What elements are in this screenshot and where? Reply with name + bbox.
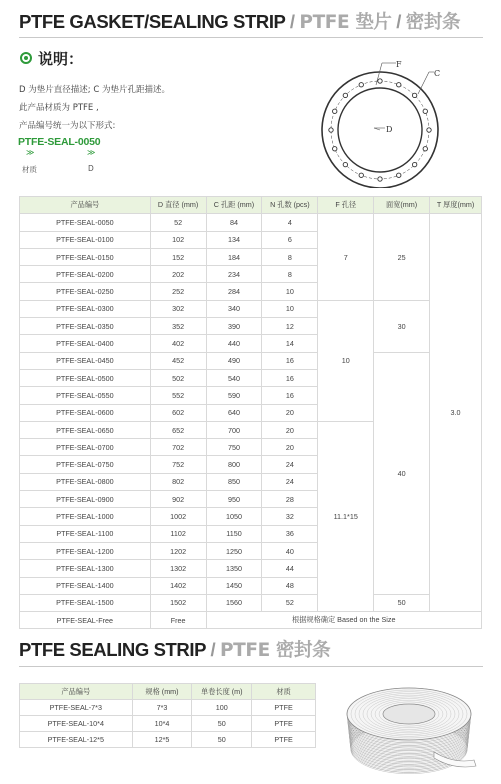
cell-c: 540 bbox=[206, 369, 262, 386]
cell-n: 6 bbox=[262, 231, 318, 248]
cell-c: 590 bbox=[206, 387, 262, 404]
title2-cn: PTFE 密封条 bbox=[219, 640, 331, 661]
cell-code: PTFE-SEAL-0300 bbox=[20, 300, 151, 317]
cell-f: 11.1*15 bbox=[318, 421, 374, 611]
cell-d: 702 bbox=[150, 439, 206, 456]
table-row bbox=[20, 612, 482, 629]
cell-d: 1302 bbox=[150, 560, 206, 577]
cell-spec: 12*5 bbox=[132, 732, 192, 748]
title-divider bbox=[19, 37, 483, 38]
cell-c: 1150 bbox=[206, 525, 262, 542]
cell-n: 16 bbox=[262, 352, 318, 369]
cell-code: PTFE-SEAL-0900 bbox=[20, 491, 151, 508]
diagram-label-d: D bbox=[386, 125, 393, 134]
cell-d: 1502 bbox=[150, 594, 206, 611]
cell-code: PTFE-SEAL-1100 bbox=[20, 525, 151, 542]
title-en: PTFE GASKET/SEALING STRIP bbox=[19, 11, 286, 32]
diagram-label-c: C bbox=[434, 69, 441, 78]
cell-code: PTFE-SEAL-1200 bbox=[20, 542, 151, 559]
cell-code: PTFE-SEAL-7*3 bbox=[20, 700, 133, 716]
chevron-down-icon: ≫ bbox=[26, 148, 35, 157]
bolt-hole bbox=[333, 147, 337, 151]
table-header-row bbox=[20, 197, 482, 214]
gasket-diagram bbox=[312, 58, 462, 188]
cell-c: 850 bbox=[206, 473, 262, 490]
cell-n: 8 bbox=[262, 266, 318, 283]
th-code: 产品编号 bbox=[20, 197, 151, 214]
bolt-hole bbox=[412, 93, 416, 97]
cell-d: 452 bbox=[150, 352, 206, 369]
table-row bbox=[20, 594, 482, 611]
cell-n: 14 bbox=[262, 335, 318, 352]
cell-c: 1250 bbox=[206, 542, 262, 559]
cell-length: 50 bbox=[192, 732, 252, 748]
cell-d: 1002 bbox=[150, 508, 206, 525]
cell-d: 602 bbox=[150, 404, 206, 421]
sealing-strip-reel-image bbox=[334, 674, 484, 784]
th-code: 产品编号 bbox=[20, 684, 133, 700]
bolt-hole bbox=[378, 79, 382, 83]
cell-note: 根据规格确定 Based on the Size bbox=[206, 612, 481, 629]
cell-code: PTFE-SEAL-0250 bbox=[20, 283, 151, 300]
th-d: D 直径 (mm) bbox=[150, 197, 206, 214]
cell-c: 440 bbox=[206, 335, 262, 352]
cell-code: PTFE-SEAL-1300 bbox=[20, 560, 151, 577]
title-cn-1: PTFE 垫片 bbox=[299, 12, 392, 33]
table-row bbox=[20, 732, 316, 748]
cell-length: 50 bbox=[192, 716, 252, 732]
cell-d: 802 bbox=[150, 473, 206, 490]
cell-c: 184 bbox=[206, 248, 262, 265]
th-width: 面宽(mm) bbox=[374, 197, 430, 214]
cell-d: 1402 bbox=[150, 577, 206, 594]
cell-d: 1102 bbox=[150, 525, 206, 542]
cell-code: PTFE-SEAL-0050 bbox=[20, 214, 151, 231]
cell-n: 16 bbox=[262, 369, 318, 386]
cell-code: PTFE-SEAL-0350 bbox=[20, 318, 151, 335]
cell-d: 1202 bbox=[150, 542, 206, 559]
cell-c: 490 bbox=[206, 352, 262, 369]
cell-n: 10 bbox=[262, 283, 318, 300]
th-c: C 孔距 (mm) bbox=[206, 197, 262, 214]
cell-spec: 7*3 bbox=[132, 700, 192, 716]
cell-c: 284 bbox=[206, 283, 262, 300]
page-title bbox=[19, 8, 460, 34]
cell-n: 36 bbox=[262, 525, 318, 542]
cell-n: 52 bbox=[262, 594, 318, 611]
table-row bbox=[20, 352, 482, 369]
cell-code: PTFE-SEAL-10*4 bbox=[20, 716, 133, 732]
cell-c: 1560 bbox=[206, 594, 262, 611]
cell-n: 12 bbox=[262, 318, 318, 335]
bolt-hole bbox=[423, 109, 427, 113]
diagram-label-f: F bbox=[396, 60, 402, 69]
bolt-hole bbox=[397, 173, 401, 177]
cell-code: PTFE-SEAL-0100 bbox=[20, 231, 151, 248]
cell-width: 30 bbox=[374, 300, 430, 352]
cell-code: PTFE-SEAL-0550 bbox=[20, 387, 151, 404]
cell-width: 40 bbox=[374, 352, 430, 594]
cell-length: 100 bbox=[192, 700, 252, 716]
cell-n: 24 bbox=[262, 456, 318, 473]
cell-d: 52 bbox=[150, 214, 206, 231]
cell-n: 20 bbox=[262, 404, 318, 421]
cell-c: 234 bbox=[206, 266, 262, 283]
cell-d: 152 bbox=[150, 248, 206, 265]
label-material: 材质 bbox=[22, 165, 37, 174]
cell-width: 50 bbox=[374, 594, 430, 611]
cell-material: PTFE bbox=[252, 732, 316, 748]
cell-c: 1450 bbox=[206, 577, 262, 594]
bolt-hole bbox=[329, 128, 333, 132]
cell-d: 352 bbox=[150, 318, 206, 335]
cell-code: PTFE-SEAL-12*5 bbox=[20, 732, 133, 748]
cell-n: 20 bbox=[262, 439, 318, 456]
label-d: D bbox=[88, 164, 94, 173]
cell-n: 40 bbox=[262, 542, 318, 559]
cell-d: 402 bbox=[150, 335, 206, 352]
cell-c: 84 bbox=[206, 214, 262, 231]
bolt-hole bbox=[397, 83, 401, 87]
cell-d: 302 bbox=[150, 300, 206, 317]
table-row bbox=[20, 716, 316, 732]
cell-code: PTFE-SEAL-0150 bbox=[20, 248, 151, 265]
desc-line-1: D 为垫片直径描述; C 为垫片孔距描述。 bbox=[19, 85, 170, 95]
cell-thickness: 3.0 bbox=[430, 214, 482, 612]
th-f: F 孔径 bbox=[318, 197, 374, 214]
cell-spec: 10*4 bbox=[132, 716, 192, 732]
table-row bbox=[20, 214, 482, 231]
gasket-table bbox=[19, 196, 482, 629]
cell-d: 252 bbox=[150, 283, 206, 300]
cell-width: 25 bbox=[374, 214, 430, 300]
title2-en: PTFE SEALING STRIP bbox=[19, 639, 206, 660]
cell-code: PTFE-SEAL-0500 bbox=[20, 369, 151, 386]
cell-f: 7 bbox=[318, 214, 374, 300]
cell-c: 1350 bbox=[206, 560, 262, 577]
cell-c: 134 bbox=[206, 231, 262, 248]
th-length: 单卷长度 (m) bbox=[192, 684, 252, 700]
code-example: PTFE-SEAL-0050 bbox=[18, 136, 101, 148]
section2-title bbox=[19, 636, 330, 662]
cell-code: PTFE-SEAL-0600 bbox=[20, 404, 151, 421]
cell-d: 102 bbox=[150, 231, 206, 248]
bolt-hole bbox=[412, 162, 416, 166]
cell-d: 202 bbox=[150, 266, 206, 283]
th-n: N 孔数 (pcs) bbox=[262, 197, 318, 214]
cell-code: PTFE-SEAL-0450 bbox=[20, 352, 151, 369]
cell-code: PTFE-SEAL-0700 bbox=[20, 439, 151, 456]
cell-n: 24 bbox=[262, 473, 318, 490]
strip-table bbox=[19, 683, 316, 748]
table-row bbox=[20, 700, 316, 716]
chevron-down-icon: ≫ bbox=[87, 148, 96, 157]
title-sep: / bbox=[289, 11, 295, 32]
cell-d: 902 bbox=[150, 491, 206, 508]
cell-code: PTFE-SEAL-0200 bbox=[20, 266, 151, 283]
cell-n: 4 bbox=[262, 214, 318, 231]
title2-sep: / bbox=[210, 639, 216, 660]
cell-c: 950 bbox=[206, 491, 262, 508]
cell-c: 340 bbox=[206, 300, 262, 317]
cell-f: 10 bbox=[318, 300, 374, 421]
cell-n: 10 bbox=[262, 300, 318, 317]
desc-line-3: 产品编号统一为以下形式: bbox=[19, 121, 116, 131]
cell-material: PTFE bbox=[252, 716, 316, 732]
cell-material: PTFE bbox=[252, 700, 316, 716]
bolt-hole bbox=[343, 93, 347, 97]
cell-d: 552 bbox=[150, 387, 206, 404]
cell-code: PTFE-SEAL-0650 bbox=[20, 421, 151, 438]
desc-line-2: 此产品材质为 PTFE , bbox=[19, 103, 99, 113]
cell-code: PTFE-SEAL-0800 bbox=[20, 473, 151, 490]
cell-code: PTFE-SEAL-1000 bbox=[20, 508, 151, 525]
reel-core bbox=[383, 704, 435, 724]
cell-code: PTFE-SEAL-1500 bbox=[20, 594, 151, 611]
cell-d: 502 bbox=[150, 369, 206, 386]
section-title: 说明： bbox=[38, 50, 84, 68]
th-spec: 规格 (mm) bbox=[132, 684, 192, 700]
cell-n: 44 bbox=[262, 560, 318, 577]
cell-c: 1050 bbox=[206, 508, 262, 525]
cell-code: PTFE-SEAL-1400 bbox=[20, 577, 151, 594]
bolt-hole bbox=[333, 109, 337, 113]
title2-divider bbox=[19, 666, 483, 667]
bullet-circle-icon bbox=[20, 52, 32, 64]
cell-n: 32 bbox=[262, 508, 318, 525]
cell-d: 652 bbox=[150, 421, 206, 438]
cell-code: PTFE-SEAL-0750 bbox=[20, 456, 151, 473]
cell-d: Free bbox=[150, 612, 206, 629]
cell-c: 390 bbox=[206, 318, 262, 335]
bolt-hole bbox=[378, 177, 382, 181]
th-material: 材质 bbox=[252, 684, 316, 700]
cell-code: PTFE-SEAL-Free bbox=[20, 612, 151, 629]
cell-d: 752 bbox=[150, 456, 206, 473]
cell-n: 28 bbox=[262, 491, 318, 508]
bolt-hole bbox=[343, 162, 347, 166]
cell-c: 750 bbox=[206, 439, 262, 456]
bolt-hole bbox=[359, 173, 363, 177]
cell-code: PTFE-SEAL-0400 bbox=[20, 335, 151, 352]
cell-n: 8 bbox=[262, 248, 318, 265]
cell-n: 20 bbox=[262, 421, 318, 438]
bolt-hole bbox=[423, 147, 427, 151]
cell-n: 16 bbox=[262, 387, 318, 404]
table-row bbox=[20, 300, 482, 317]
cell-c: 800 bbox=[206, 456, 262, 473]
bolt-hole bbox=[427, 128, 431, 132]
title-sep-2: / bbox=[396, 11, 402, 32]
cell-n: 48 bbox=[262, 577, 318, 594]
bolt-hole bbox=[359, 83, 363, 87]
cell-c: 640 bbox=[206, 404, 262, 421]
th-t: T 厚度(mm) bbox=[430, 197, 482, 214]
cell-c: 700 bbox=[206, 421, 262, 438]
title-cn-2: 密封条 bbox=[405, 12, 461, 33]
table-header-row bbox=[20, 684, 316, 700]
